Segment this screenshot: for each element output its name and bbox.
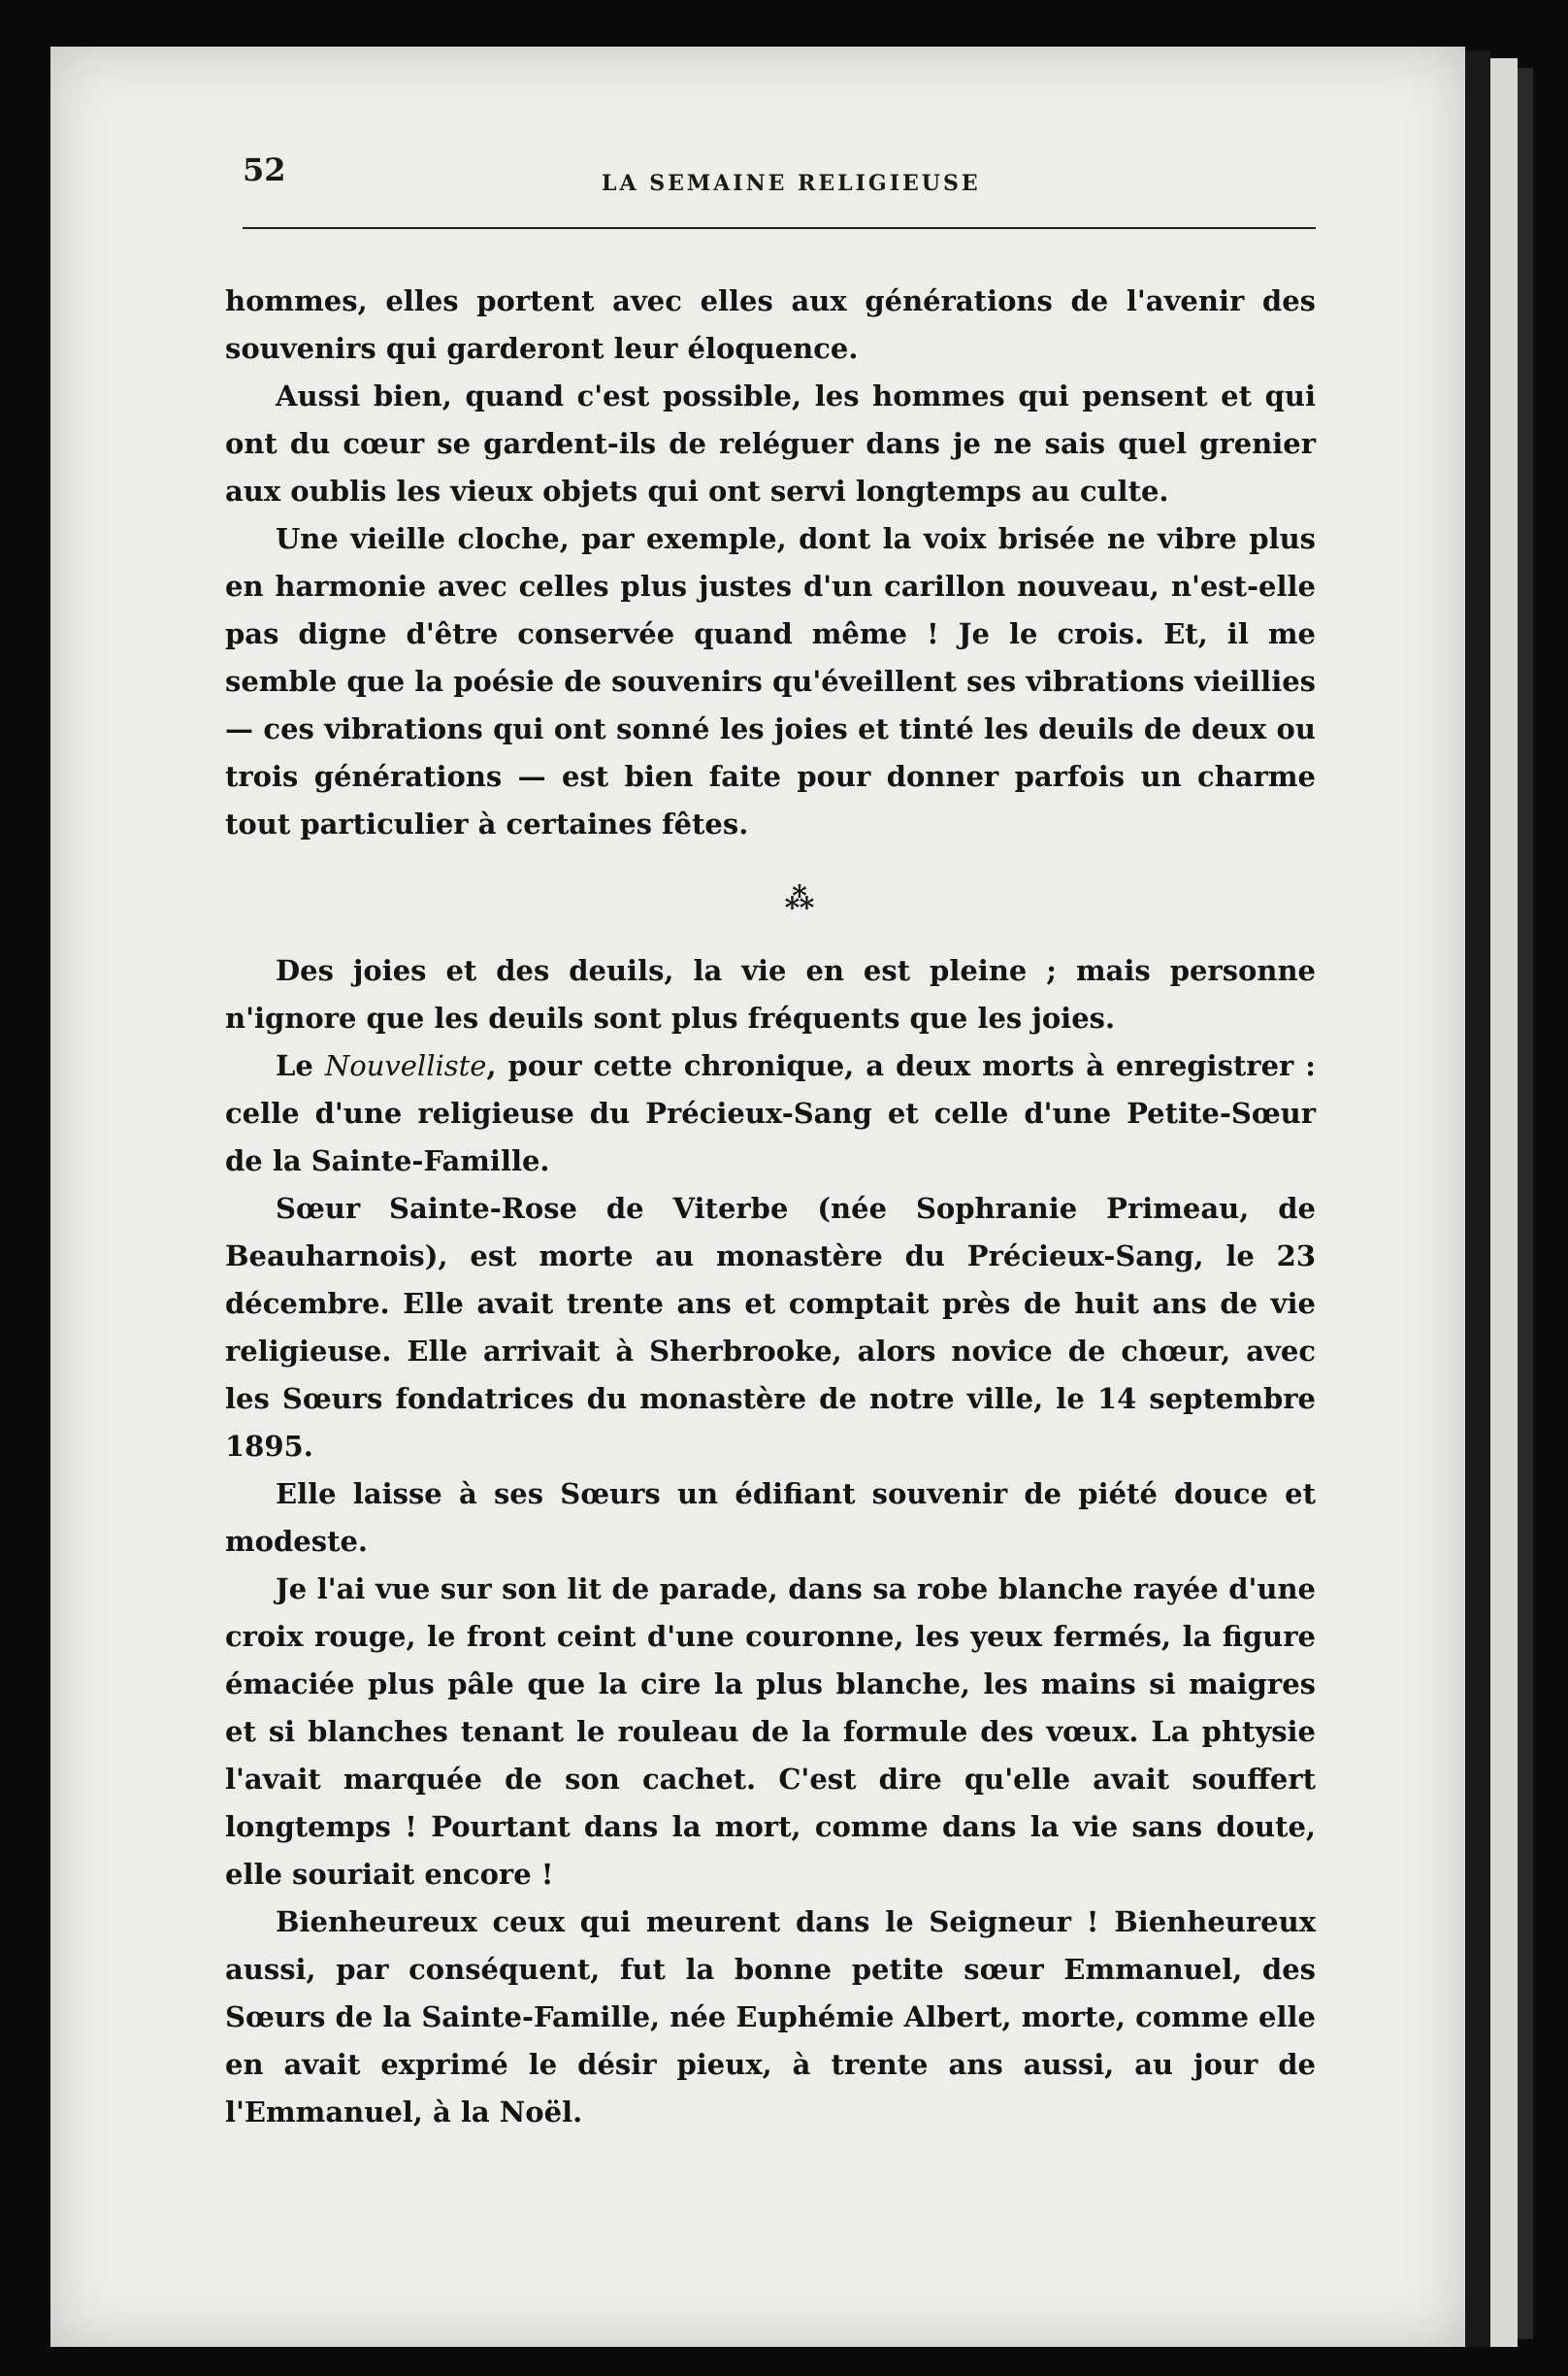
paragraph: hommes, elles portent avec elles aux générations de l'avenir des souvenirs qui garderont leur éloquence. <box>225 284 1316 365</box>
newspaper-name: Nouvelliste <box>324 1049 487 1082</box>
paragraph: Aussi bien, quand c'est possible, les hommes qui pensent et qui ont du cœur se gardent-ils de reléguer dans je ne sais quel grenier aux oublis les vieux objets qui ont servi longtemps au culte. <box>225 380 1316 508</box>
asterism-separator: ⁂ <box>784 882 815 916</box>
next-page-edge <box>1490 58 1518 2347</box>
paragraph: Sœur Sainte-Rose de Viterbe (née Sophranie Primeau, de Beauharnois), est morte au monastère du Précieux-Sang, le 23 décembre. Elle avait trente ans et comptait près de huit ans de vie religieuse. Elle arrivait à Sherbrooke, alors novice de chœur, avec les Sœurs fondatrices du monastère de notre ville, le 14 septembre 1895. <box>225 1192 1316 1463</box>
text-run: , pour cette chronique, a deux morts à enregistrer : celle d'une religieuse du Précieux-Sang et celle d'une Petite-Sœur de la Sainte-Famille. <box>225 1049 1317 1177</box>
running-title: LA SEMAINE RELIGIEUSE <box>602 171 981 196</box>
header-rule <box>243 227 1316 229</box>
paragraph: Des joies et des deuils, la vie en est pleine ; mais personne n'ignore que les deuils sont plus fréquents que les joies. <box>225 954 1316 1035</box>
binding-shadow <box>1518 68 1533 2339</box>
page-edge-shadow <box>1465 50 1490 2347</box>
paragraph <box>225 1042 1316 1185</box>
paragraph: Je l'ai vue sur son lit de parade, dans sa robe blanche rayée d'une croix rouge, le front ceint d'une couronne, les yeux fermés, la figure émaciée plus pâle que la cire la plus blanche, les mains si maigres et si blanches tenant le rouleau de la formule des vœux. La phtysie l'avait marquée de son cachet. C'est dire qu'elle avait souffert longtemps ! Pourtant dans la mort, comme dans la vie sans doute, elle souriait encore ! <box>225 1572 1316 1891</box>
text-run: Le <box>276 1049 325 1082</box>
page-header <box>243 146 1320 204</box>
page-number: 52 <box>243 151 286 188</box>
page-body <box>225 278 1316 2136</box>
paragraph: Bienheureux ceux qui meurent dans le Seigneur ! Bienheureux aussi, par conséquent, fut la bonne petite sœur Emmanuel, des Sœurs de la Sainte-Famille, née Euphémie Albert, morte, comme elle en avait exprimé le désir pieux, à trente ans aussi, au jour de l'Emmanuel, à la Noël. <box>225 1905 1316 2128</box>
paragraph: Elle laisse à ses Sœurs un édifiant souvenir de piété douce et modeste. <box>225 1477 1316 1558</box>
paragraph: Une vieille cloche, par exemple, dont la voix brisée ne vibre plus en harmonie avec celles plus justes d'un carillon nouveau, n'est-elle pas digne d'être conservée quand même ! Je le crois. Et, il me semble que la poésie de souvenirs qu'éveillent ses vibrations vieillies — ces vibrations qui ont sonné les joies et tinté les deuils de deux ou trois générations — est bien faite pour donner parfois un charme tout particulier à certaines fêtes. <box>225 522 1316 841</box>
